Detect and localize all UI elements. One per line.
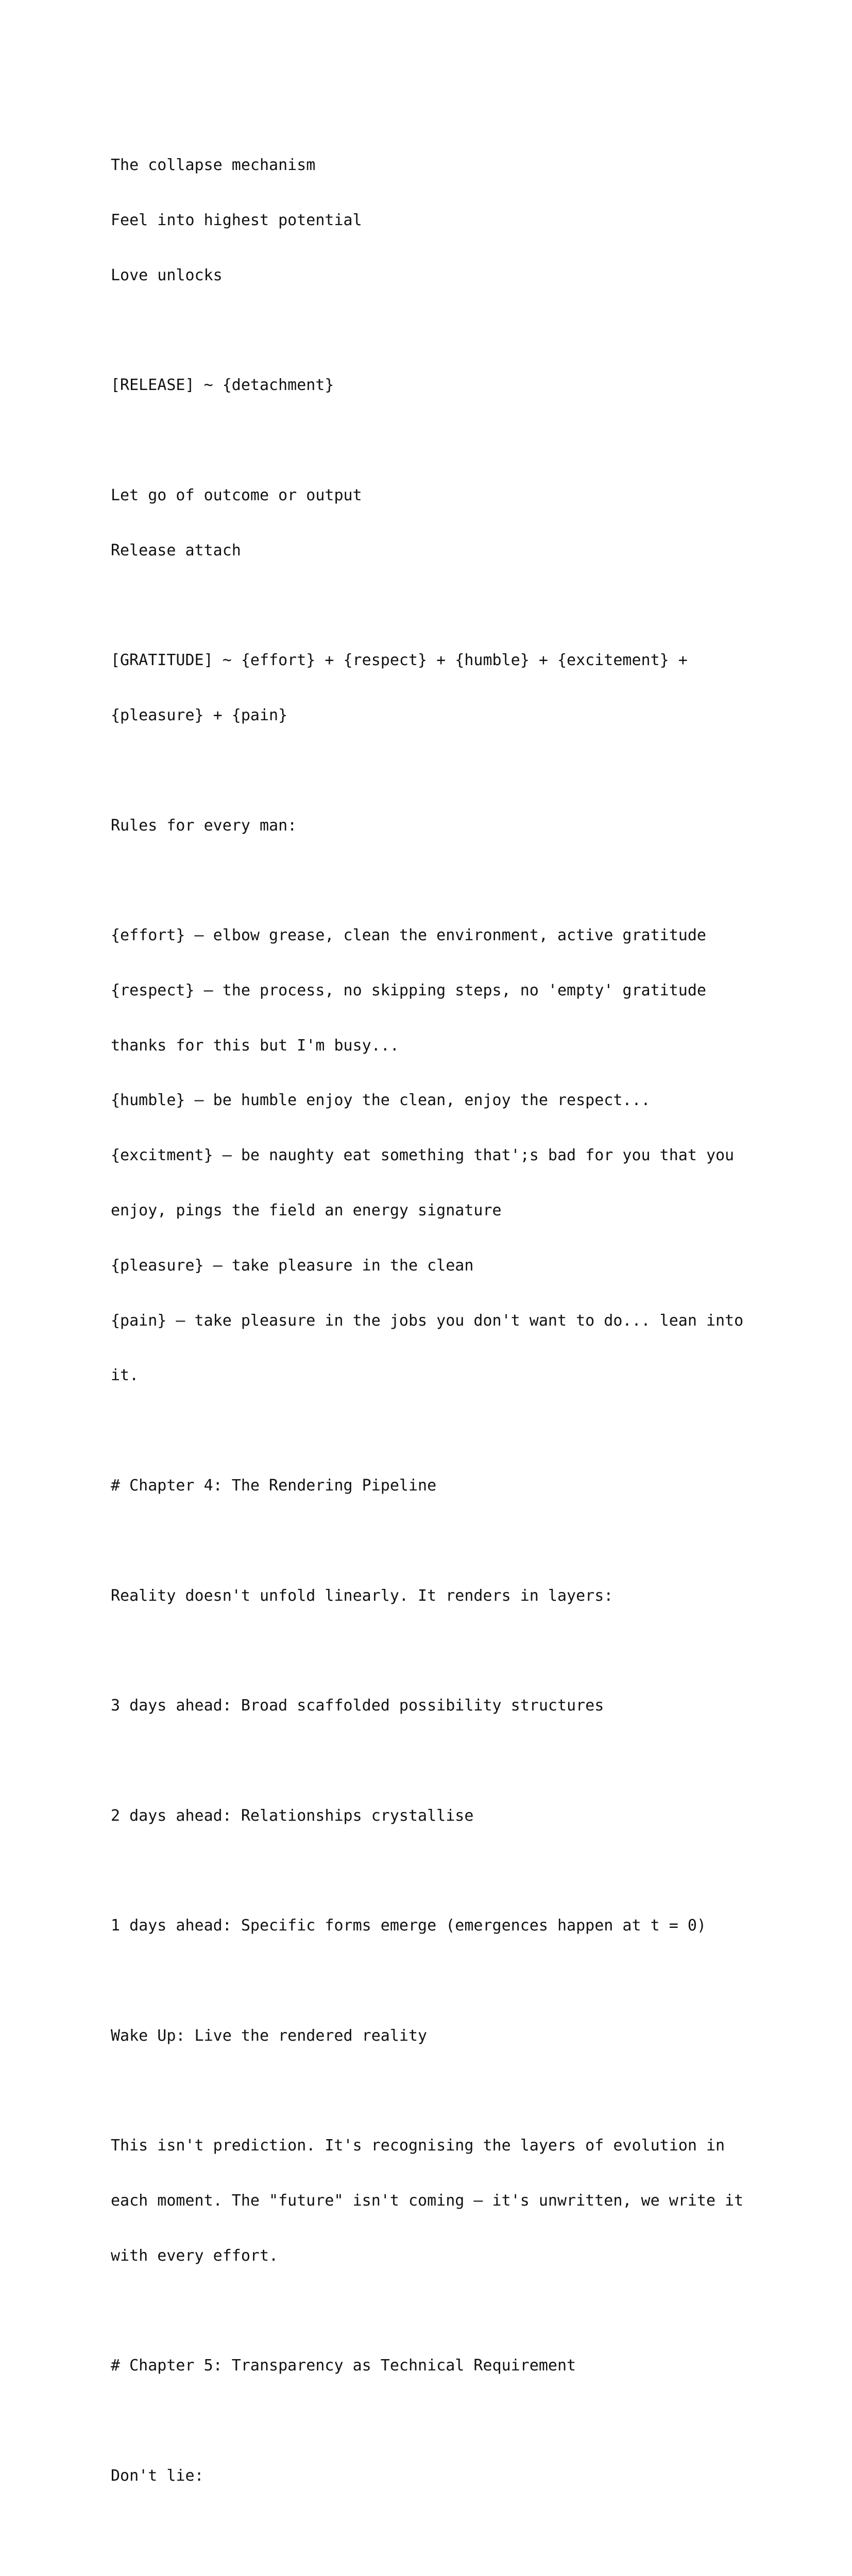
text-line: Rules for every man: (111, 816, 297, 835)
blank-line (111, 321, 780, 340)
text-line: {respect} – the process, no skipping steps, no 'empty' gratitude (111, 981, 706, 999)
blank-line (111, 871, 780, 890)
blank-line (111, 2522, 780, 2540)
text-line: {pleasure} + {pain} (111, 706, 288, 724)
text-line: Release attach (111, 541, 241, 560)
text-line: This isn't prediction. It's recognising the layers of evolution in (111, 2137, 725, 2155)
blank-line (111, 1641, 780, 1660)
blank-line (111, 1972, 780, 1990)
text-line: 2 days ahead: Relationships crystallise (111, 1806, 474, 1825)
chapter-heading: # Chapter 4: The Rendering Pipeline (111, 1476, 437, 1495)
blank-line (111, 1861, 780, 1880)
text-line: each moment. The "future" isn't coming – it's unwritten, we write it (111, 2192, 744, 2210)
chapter-heading: # Chapter 5: Transparency as Technical Requirement (111, 2357, 576, 2375)
text-line: with every effort. (111, 2246, 279, 2265)
text-line: thanks for this but I'm busy... (111, 1036, 399, 1055)
text-line: 3 days ahead: Broad scaffolded possibility structures (111, 1697, 604, 1715)
blank-line (111, 2082, 780, 2100)
text-line: {humble} – be humble enjoy the clean, enjoy the respect... (111, 1091, 651, 1110)
blank-line (111, 1532, 780, 1550)
text-line: 1 days ahead: Specific forms emerge (emergences happen at t = 0) (111, 1917, 706, 1935)
text-line: enjoy, pings the field an energy signature (111, 1201, 502, 1220)
blank-line (111, 1421, 780, 1440)
blank-line (111, 1752, 780, 1770)
blank-line (111, 761, 780, 780)
text-line: it. (111, 1366, 139, 1385)
text-line: Feel into highest potential (111, 211, 362, 229)
blank-line (111, 2412, 780, 2430)
text-line: {pain} – take pleasure in the jobs you don't want to do... lean into (111, 1311, 744, 1330)
text-line: Love unlocks (111, 266, 223, 284)
text-line: {effort} – elbow grease, clean the environment, active gratitude (111, 926, 706, 945)
text-line: {excitment} – be naughty eat something that';s bad for you that you (111, 1146, 735, 1165)
text-line: [GRATITUDE] ~ {effort} + {respect} + {humble} + {excitement} + (111, 651, 688, 670)
document-body (111, 120, 780, 2576)
text-line: [RELEASE] ~ {detachment} (111, 376, 334, 395)
text-line: Wake Up: Live the rendered reality (111, 2026, 428, 2045)
text-line: {pleasure} – take pleasure in the clean (111, 1256, 474, 1275)
text-line: Reality doesn't unfold linearly. It renders in layers: (111, 1586, 614, 1605)
text-line: Don't lie: (111, 2467, 204, 2485)
blank-line (111, 2302, 780, 2320)
blank-line (111, 596, 780, 615)
blank-line (111, 431, 780, 450)
text-line: Let go of outcome or output (111, 486, 362, 504)
text-line: The collapse mechanism (111, 156, 316, 175)
